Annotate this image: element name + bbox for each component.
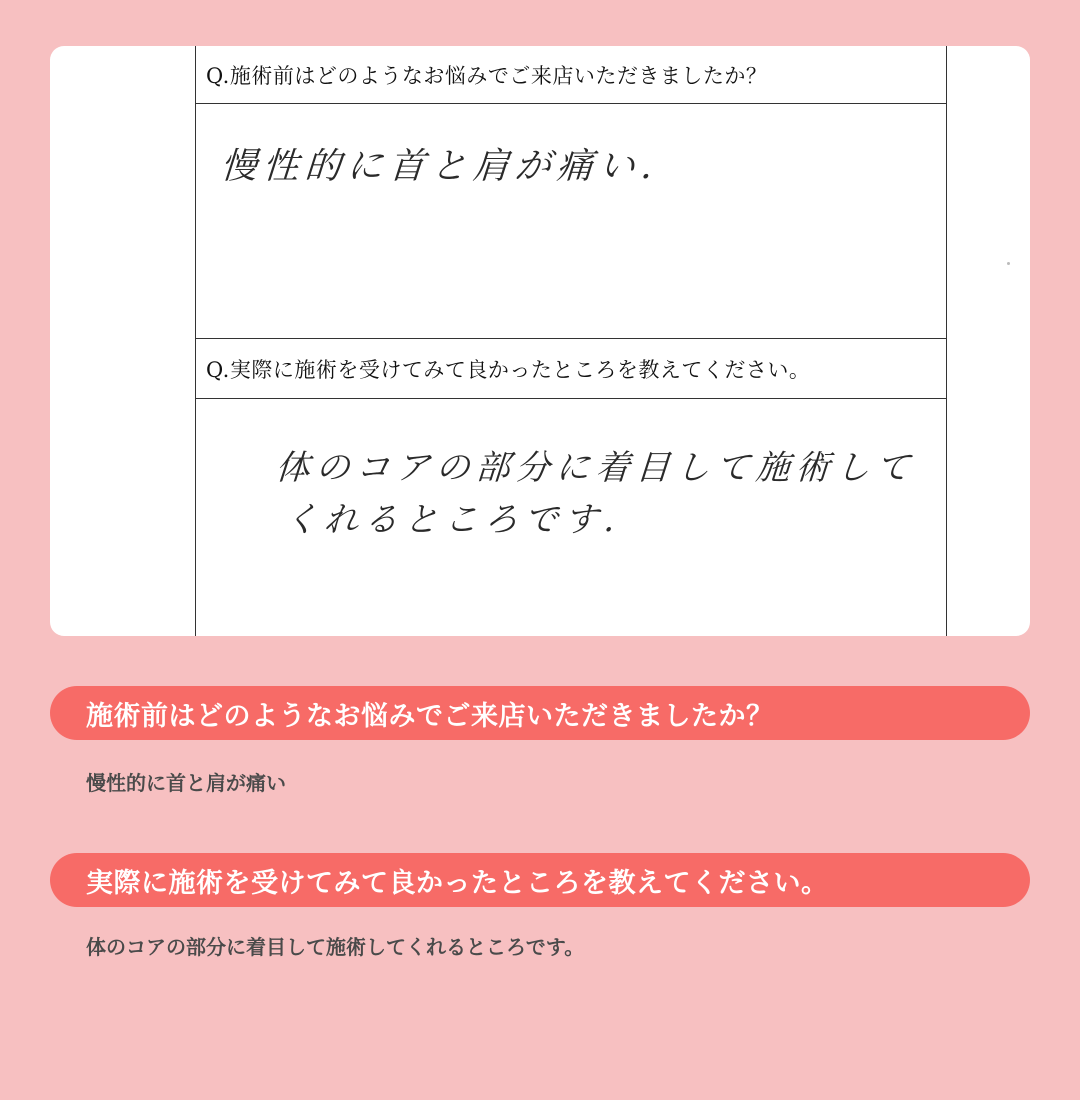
scanned-survey-image <box>50 46 1030 636</box>
survey-form-table <box>195 46 947 636</box>
handwritten-answer-2 <box>270 442 917 546</box>
question-heading-1: 施術前はどのようなお悩みでご来店いただきましたか？ <box>50 686 1030 740</box>
handwritten-answer-1: 慢性的に首と肩が痛い. <box>219 146 660 187</box>
answer-text-1: 慢性的に首と肩が痛い <box>86 771 286 795</box>
handwritten-answer-2-line-1: 体のコアの部分に着目して施術して <box>274 448 918 488</box>
form-question-1: Q.施術前はどのようなお悩みでご来店いただきましたか？ <box>196 46 946 104</box>
answer-text-2: 体のコアの部分に着目して施術してくれるところです。 <box>86 935 585 959</box>
scan-speck <box>1007 262 1010 265</box>
question-heading-2: 実際に施術を受けてみて良かったところを教えてください。 <box>50 853 1030 907</box>
form-question-2: Q.実際に施術を受けてみて良かったところを教えてください。 <box>196 338 946 399</box>
handwritten-answer-2-line-2: くれるところです. <box>282 500 623 540</box>
